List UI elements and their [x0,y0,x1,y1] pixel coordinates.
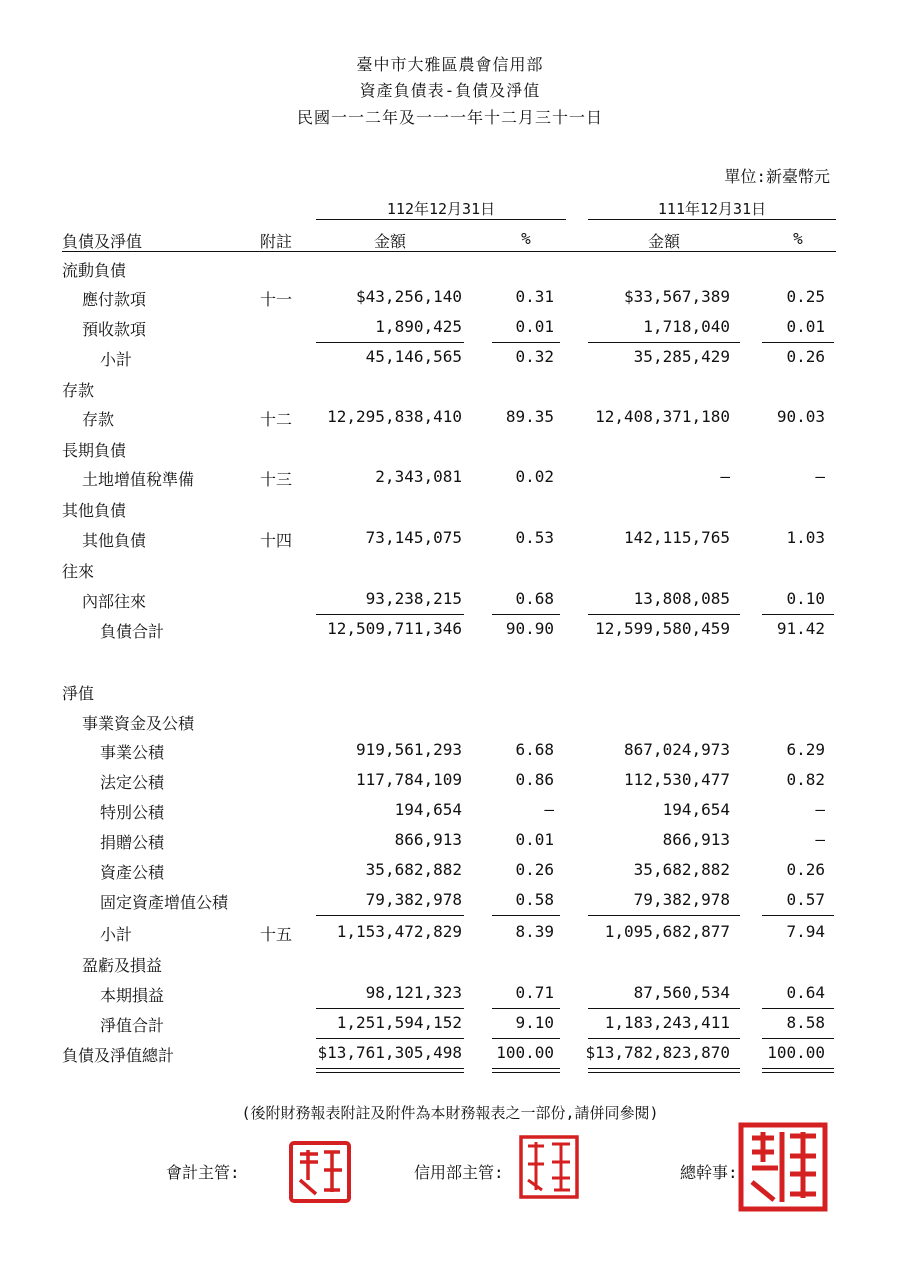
amount-112: 1,890,425 [375,317,462,336]
row-label: 特別公積 [100,803,165,822]
total-rule [492,342,560,343]
row-label: 應付款項 [82,290,147,309]
row-label: 長期負債 [62,441,127,460]
amount-111: 866,913 [662,830,730,849]
header-pct-111: % [793,229,803,248]
amount-111: — [720,467,730,486]
total-rule [762,915,834,916]
amount-112: 866,913 [394,830,462,849]
percent-111: 0.01 [786,317,825,336]
percent-112: 0.53 [515,528,554,547]
amount-111: 12,408,371,180 [595,407,730,426]
table-row [0,317,900,343]
row-label: 負債及淨值總計 [62,1046,175,1065]
table-row [0,498,900,524]
amount-111: 79,382,978 [633,890,730,909]
amount-111: 112,530,477 [624,770,730,789]
row-label: 其他負債 [82,531,147,550]
total-rule [492,1008,560,1009]
percent-112: 0.86 [515,770,554,789]
amount-111: 35,682,882 [633,860,730,879]
row-label: 盈虧及損益 [82,956,163,975]
percent-111: 90.03 [776,407,825,426]
row-label: 小計 [100,925,133,944]
total-rule [588,614,740,615]
row-label: 預收款項 [82,320,147,339]
amount-111: 1,718,040 [643,317,730,336]
table-row [0,378,900,404]
total-rule [492,915,560,916]
percent-111: — [815,800,825,819]
percent-112: 100.00 [496,1043,554,1062]
table-row [0,619,900,645]
table-row [0,589,900,615]
header-underline [62,251,836,252]
percent-112: 8.39 [515,922,554,941]
table-row [0,258,900,284]
unit-label: 單位:新臺幣元 [724,167,830,186]
percent-112: 0.01 [515,830,554,849]
row-note: 十三 [259,470,292,489]
percent-112: 0.01 [515,317,554,336]
grand-total-double-rule [492,1072,560,1073]
signature-credit: 信用部主管: [414,1163,504,1182]
table-row [0,922,900,948]
amount-111: 13,808,085 [633,589,730,608]
table-row [0,528,900,554]
amount-112: 93,238,215 [365,589,462,608]
header-label: 負債及淨值 [62,232,143,251]
amount-112: 2,343,081 [375,467,462,486]
table-row [0,467,900,493]
table-row [0,800,900,826]
period-111-header: 111年12月31日 [657,200,767,218]
row-label: 存款 [82,410,115,429]
percent-112: 89.35 [505,407,554,426]
percent-111: 0.10 [786,589,825,608]
period-112-header: 112年12月31日 [386,200,496,218]
amount-112: $43,256,140 [356,287,462,306]
row-label: 法定公積 [100,773,165,792]
header-amount-111: 金額 [647,232,680,251]
row-label: 淨值 [62,684,95,703]
row-label: 流動負債 [62,261,127,280]
signature-general: 總幹事: [680,1163,738,1182]
percent-112: 0.32 [515,347,554,366]
header-amount-112: 金額 [373,232,406,251]
amount-111: 1,183,243,411 [604,1013,730,1032]
total-rule [316,342,464,343]
total-rule [762,1068,834,1069]
table-row [0,983,900,1009]
statement-title: 資產負債表-負債及淨值 [359,81,541,100]
total-rule [588,1038,740,1039]
total-rule [316,915,464,916]
table-row [0,890,900,916]
row-label: 存款 [62,381,95,400]
row-label: 淨值合計 [100,1016,165,1035]
percent-111: 100.00 [767,1043,825,1062]
table-row [0,681,900,707]
percent-112: 6.68 [515,740,554,759]
percent-111: 8.58 [786,1013,825,1032]
period-111-rule [588,219,836,220]
percent-111: 91.42 [776,619,825,638]
total-rule [588,1008,740,1009]
total-rule [762,614,834,615]
credit-seal [518,1134,580,1204]
table-row [0,287,900,313]
row-label: 內部往來 [82,592,147,611]
percent-112: — [544,800,554,819]
total-rule [492,1038,560,1039]
table-row [0,770,900,796]
signature-accounting: 會計主管: [166,1163,240,1182]
row-note: 十一 [259,290,292,309]
total-rule [762,1008,834,1009]
amount-111: 1,095,682,877 [604,922,730,941]
row-label: 事業資金及公積 [82,714,195,733]
header-note: 附註 [259,232,292,251]
amount-112: 98,121,323 [365,983,462,1002]
row-label: 負債合計 [100,622,165,641]
table-row [0,1013,900,1039]
percent-111: 0.64 [786,983,825,1002]
accounting-seal [288,1140,352,1208]
percent-111: 6.29 [786,740,825,759]
amount-112: 117,784,109 [356,770,462,789]
percent-112: 9.10 [515,1013,554,1032]
table-row [0,1043,900,1069]
amount-112: $13,761,305,498 [317,1043,462,1062]
row-label: 固定資產增值公積 [100,893,229,912]
percent-111: 0.57 [786,890,825,909]
amount-111: 35,285,429 [633,347,730,366]
amount-112: 35,682,882 [365,860,462,879]
total-rule [762,1038,834,1039]
amount-112: 12,295,838,410 [327,407,462,426]
table-row [0,438,900,464]
amount-112: 1,251,594,152 [336,1013,462,1032]
amount-112: 1,153,472,829 [336,922,462,941]
header-pct-112: % [521,229,531,248]
amount-111: 867,024,973 [624,740,730,759]
amount-111: 12,599,580,459 [595,619,730,638]
amount-112: 73,145,075 [365,528,462,547]
grand-total-double-rule [762,1072,834,1073]
row-label: 小計 [100,350,133,369]
period-112-rule [316,219,566,220]
percent-111: — [815,830,825,849]
table-row [0,860,900,886]
total-rule [588,1068,740,1069]
total-rule [492,1068,560,1069]
total-rule [588,915,740,916]
amount-112: 919,561,293 [356,740,462,759]
percent-112: 0.68 [515,589,554,608]
general-manager-seal [738,1122,828,1216]
percent-111: 0.26 [786,860,825,879]
amount-111: 194,654 [662,800,730,819]
org-name: 臺中市大雅區農會信用部 [356,55,544,74]
table-row [0,347,900,373]
row-label: 其他負債 [62,501,127,520]
percent-111: 1.03 [786,528,825,547]
row-label: 往來 [62,562,95,581]
total-rule [492,614,560,615]
amount-112: 45,146,565 [365,347,462,366]
percent-111: 0.25 [786,287,825,306]
percent-112: 0.31 [515,287,554,306]
row-label: 本期損益 [100,986,165,1005]
amount-112: 79,382,978 [365,890,462,909]
footer-note: (後附財務報表附註及附件為本財務報表之一部份,請併同參閱) [241,1104,659,1122]
table-row [0,740,900,766]
total-rule [316,1038,464,1039]
row-label: 事業公積 [100,743,165,762]
amount-111: 142,115,765 [624,528,730,547]
row-label: 資產公積 [100,863,165,882]
percent-112: 90.90 [505,619,554,638]
amount-111: $13,782,823,870 [585,1043,730,1062]
row-label: 捐贈公積 [100,833,165,852]
row-note: 十五 [259,925,292,944]
row-label: 土地增值稅準備 [82,470,195,489]
total-rule [316,1068,464,1069]
percent-112: 0.02 [515,467,554,486]
amount-111: $33,567,389 [624,287,730,306]
total-rule [588,342,740,343]
amount-112: 12,509,711,346 [327,619,462,638]
table-row [0,830,900,856]
amount-111: 87,560,534 [633,983,730,1002]
row-note: 十二 [259,410,292,429]
percent-111: 0.82 [786,770,825,789]
grand-total-double-rule [588,1072,740,1073]
table-row [0,407,900,433]
percent-112: 0.26 [515,860,554,879]
percent-111: 7.94 [786,922,825,941]
row-note: 十四 [259,531,292,550]
statement-date: 民國一一二年及一一一年十二月三十一日 [296,108,603,127]
table-row [0,559,900,585]
table-row [0,711,900,737]
grand-total-double-rule [316,1072,464,1073]
total-rule [316,614,464,615]
total-rule [762,342,834,343]
percent-112: 0.71 [515,983,554,1002]
percent-111: — [815,467,825,486]
table-row [0,953,900,979]
percent-112: 0.58 [515,890,554,909]
amount-112: 194,654 [394,800,462,819]
total-rule [316,1008,464,1009]
percent-111: 0.26 [786,347,825,366]
